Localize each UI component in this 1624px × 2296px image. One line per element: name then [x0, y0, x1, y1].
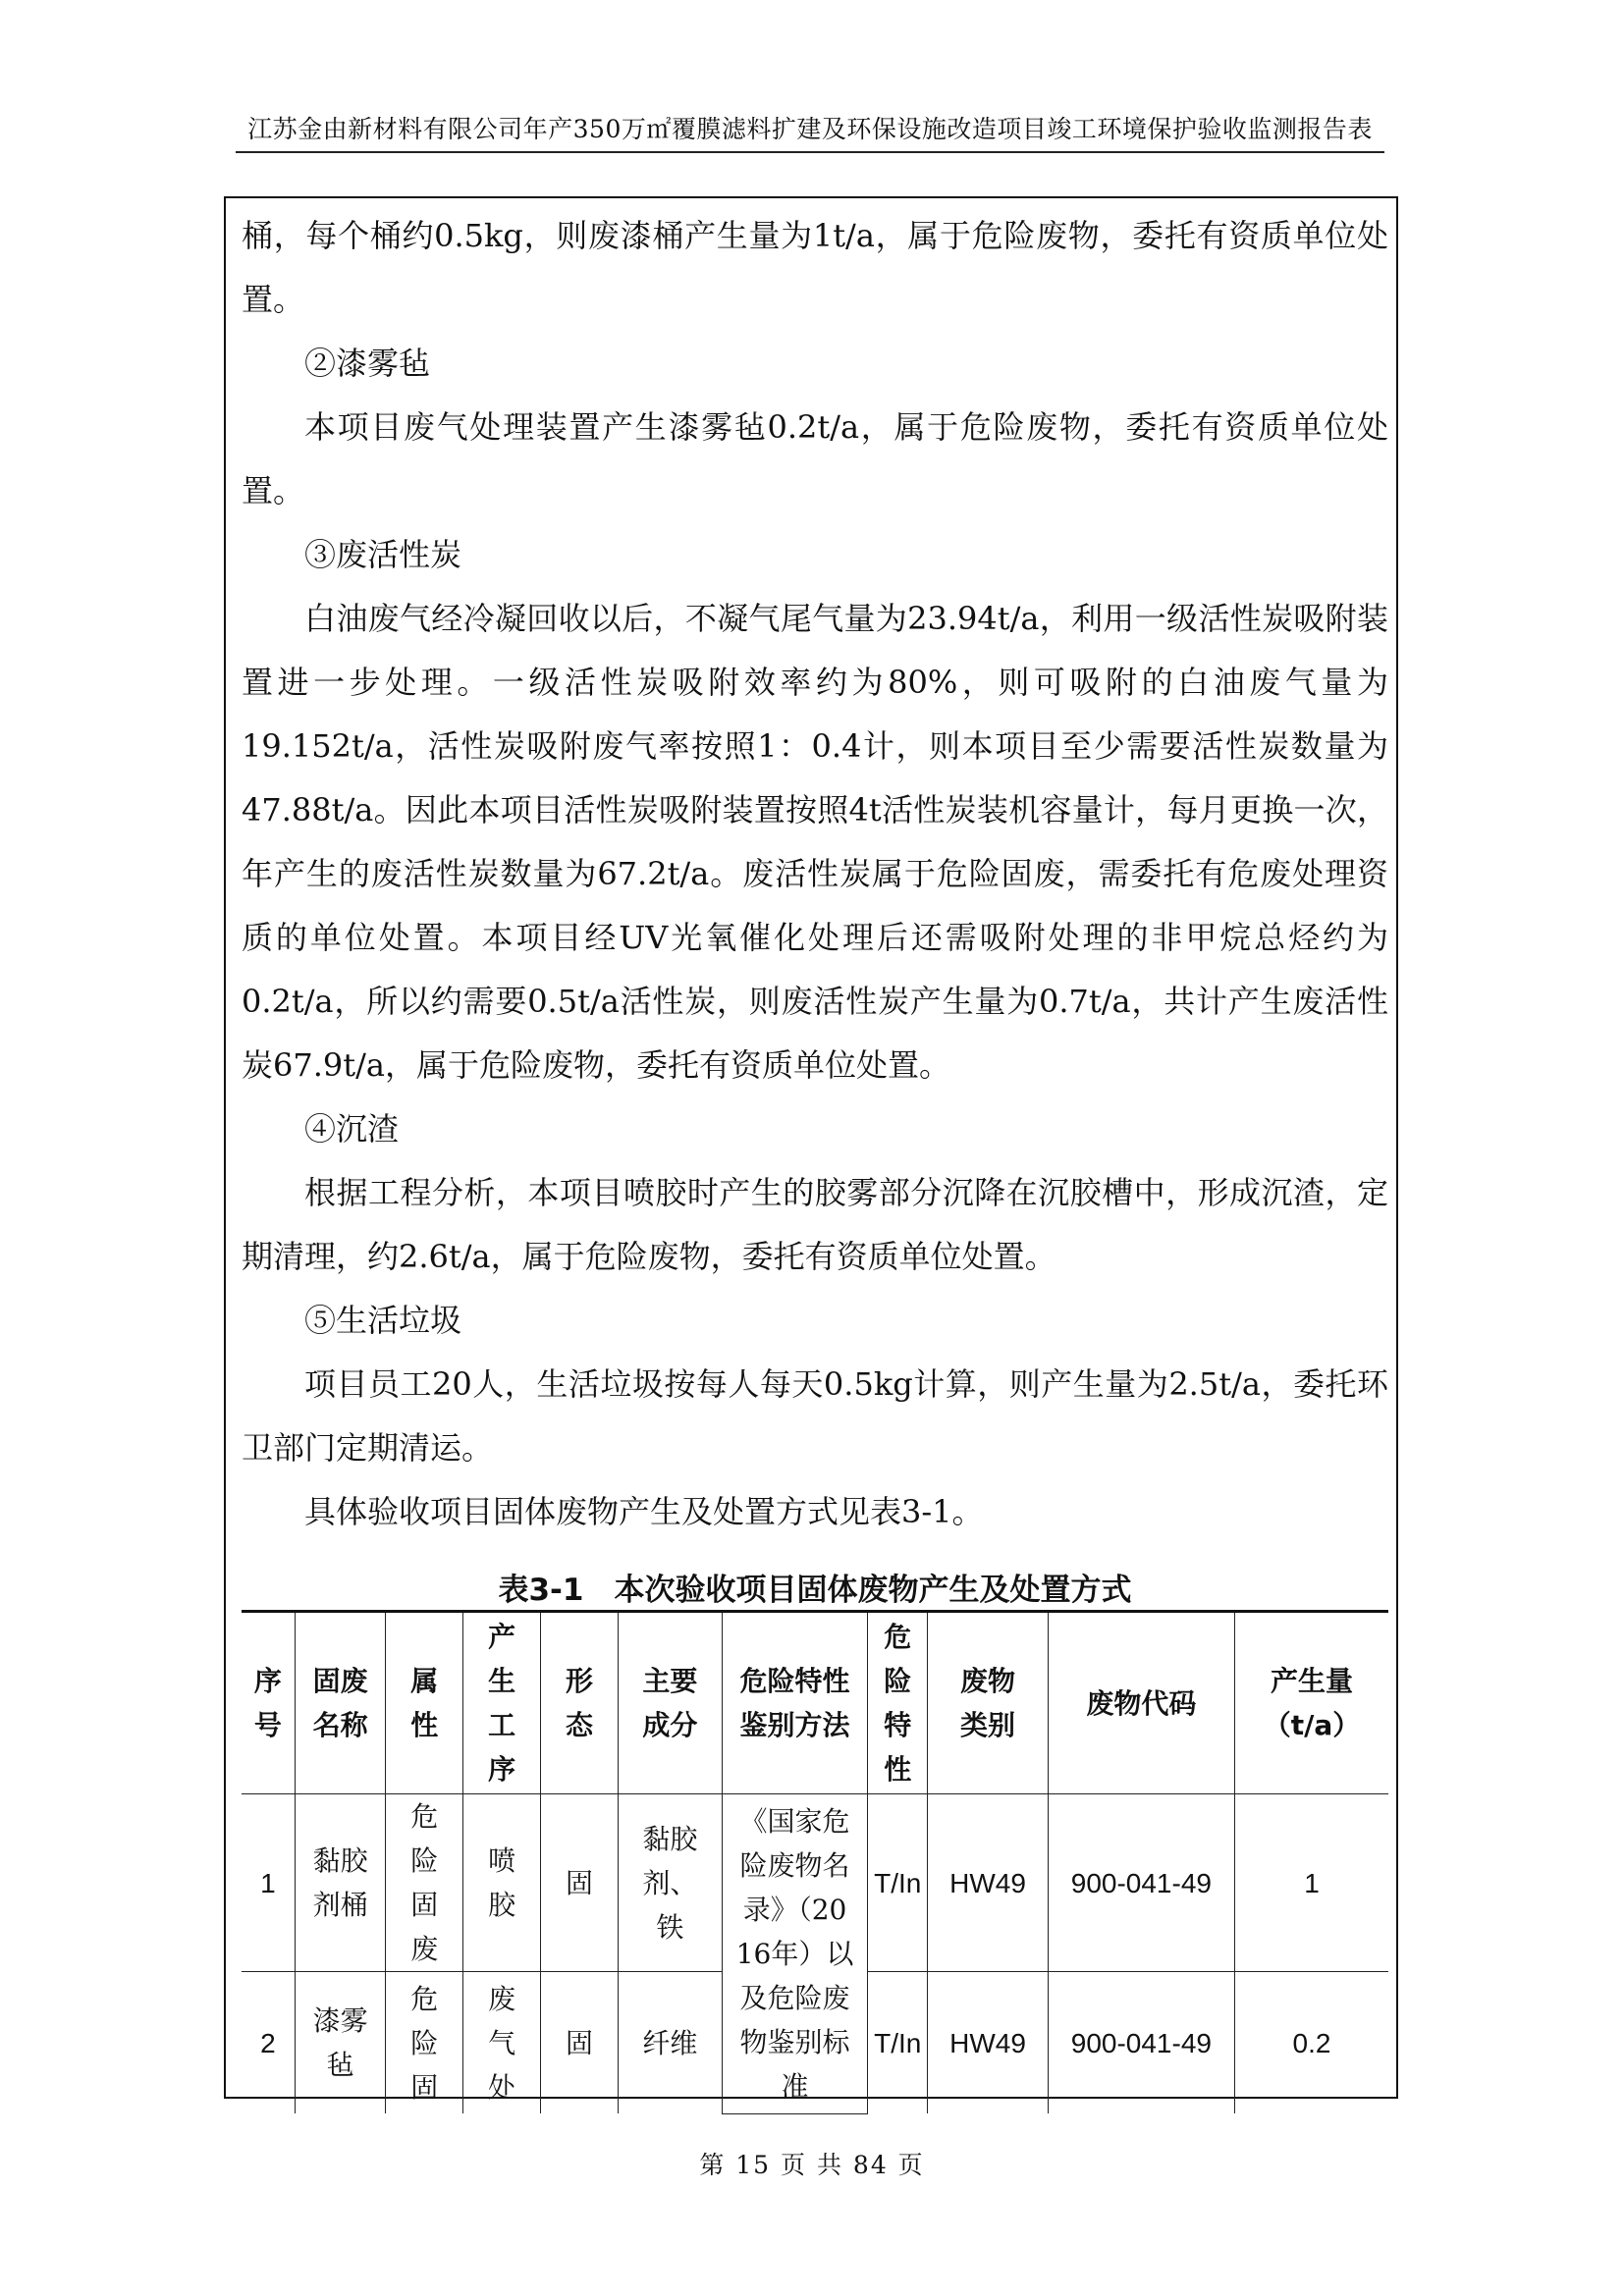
cell-hazard: T/In: [868, 1972, 928, 2114]
solid-waste-table: [242, 1610, 1388, 2114]
table-title: 表3-1 本次验收项目固体废物产生及处置方式: [498, 1573, 1132, 1608]
paragraph-sediment: 根据工程分析，本项目喷胶时产生的胶雾部分沉降在沉胶槽中，形成沉渣，定期清理，约2.6t/a，属于危险废物，委托有资质单位处置。: [242, 1174, 1388, 1275]
cell-attr: 危险固: [386, 1972, 463, 2114]
header-cell: 固废名称: [295, 1612, 385, 1794]
cell-process: 废气处: [463, 1972, 541, 2114]
cell-no: 2: [242, 1972, 295, 2114]
cell-component: 黏胶剂、铁: [618, 1794, 722, 1972]
cell-attr: 危险固废: [386, 1794, 463, 1972]
header-cell: 危险特性: [868, 1612, 928, 1794]
cell-form: 固: [541, 1794, 619, 1972]
heading-domestic-garbage: ⑤生活垃圾: [304, 1302, 462, 1339]
cell-form: 固: [541, 1972, 619, 2114]
table-row: [242, 1794, 1388, 1972]
paragraph-waste-activated-carbon: 白油废气经冷凝回收以后，不凝气尾气量为23.94t/a，利用一级活性炭吸附装置进一步处理。一级活性炭吸附效率约为80%，则可吸附的白油废气量为19.152t/a，活性炭吸附废气率按照1：0.4计，则本项目至少需要活性炭数量为47.88t/a。因此本项目活性炭吸附装置按照4t活性炭装机容量计，每月更换一次，年产生的废活性炭数量为67.2t/a。废活性炭属于危险固废，需委托有危废处理资质的单位处置。本项目经UV光氧催化处理后还需吸附处理的非甲烷总烃约为0.2t/a，所以约需要0.5t/a活性炭，则废活性炭产生量为0.7t/a，共计产生废活性炭67.9t/a，属于危险废物，委托有资质单位处置。: [242, 600, 1388, 1084]
cell-code: 900-041-49: [1048, 1972, 1234, 2114]
paragraph-paint-mist-felt: 本项目废气处理装置产生漆雾毡0.2t/a，属于危险废物，委托有资质单位处置。: [242, 408, 1388, 509]
report-header: 江苏金由新材料有限公司年产350万㎡覆膜滤料扩建及环保设施改造项目竣工环境保护验收监测报告表: [247, 115, 1373, 143]
cell-code: 900-041-49: [1048, 1794, 1234, 1972]
header-cell: 主要成分: [618, 1612, 722, 1794]
heading-waste-activated-carbon: ③废活性炭: [304, 536, 462, 573]
cell-amount: 1: [1235, 1794, 1388, 1972]
header-cell: 废物类别: [928, 1612, 1048, 1794]
header-cell: 形态: [541, 1612, 619, 1794]
header-cell: 危险特性鉴别方法: [722, 1612, 867, 1794]
cell-category: HW49: [928, 1794, 1048, 1972]
page-number: 第 15 页 共 84 页: [699, 2151, 925, 2179]
heading-paint-mist-felt: ②漆雾毡: [304, 345, 431, 382]
header-cell: 属性: [386, 1612, 463, 1794]
cell-name: 漆雾毡: [295, 1972, 385, 2114]
cell-hazard: T/In: [868, 1794, 928, 1972]
header-cell: 产生量（t/a）: [1235, 1612, 1388, 1794]
cell-category: HW49: [928, 1972, 1048, 2114]
cell-component: 纤维: [618, 1972, 722, 2114]
table-header-row: [242, 1612, 1388, 1794]
header-divider: [236, 151, 1384, 153]
heading-sediment: ④沉渣: [304, 1110, 400, 1148]
cell-no: 1: [242, 1794, 295, 1972]
header-cell: 废物代码: [1048, 1612, 1234, 1794]
cell-method: 《国家危险废物名录》（2016年）以及危险废物鉴别标准: [722, 1794, 867, 2114]
header-cell: 序号: [242, 1612, 295, 1794]
cell-amount: 0.2: [1292, 2027, 1331, 2058]
cell-process: 喷胶: [463, 1794, 541, 1972]
cell-name: 黏胶剂桶: [295, 1794, 385, 1972]
body-text: [242, 204, 1388, 1544]
paragraph-table-reference: 具体验收项目固体废物产生及处置方式见表3-1。: [304, 1493, 984, 1530]
header-cell: 产生工序: [463, 1612, 541, 1794]
paragraph-waste-paint-bucket: 桶，每个桶约0.5kg，则废漆桶产生量为1t/a，属于危险废物，委托有资质单位处置。: [242, 217, 1388, 318]
paragraph-domestic-garbage: 项目员工20人，生活垃圾按每人每天0.5kg计算，则产生量为2.5t/a，委托环卫部门定期清运。: [242, 1365, 1388, 1467]
